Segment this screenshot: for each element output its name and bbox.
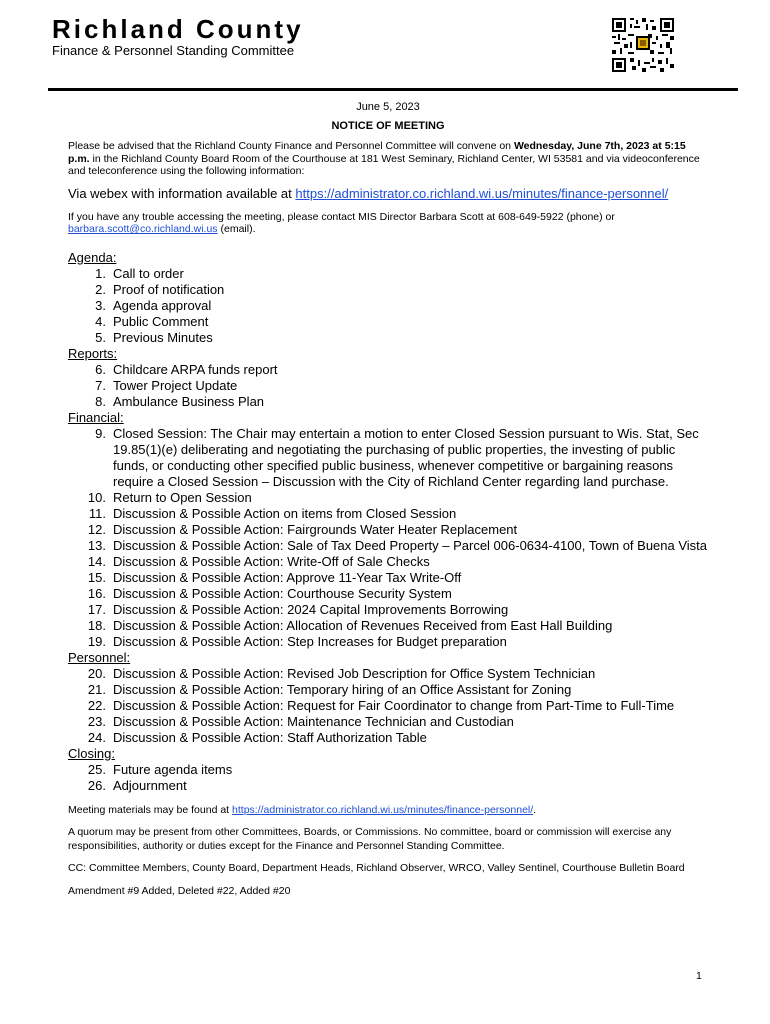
item-text: Return to Open Session <box>113 489 252 505</box>
item-text: Discussion & Possible Action: Courthouse Security System <box>113 585 452 601</box>
item-number: 6. <box>95 361 106 377</box>
section-heading-agenda: Agenda: <box>68 249 117 265</box>
item-text: Discussion & Possible Action: 2024 Capital Improvements Borrowing <box>113 601 509 617</box>
page-number: 1 <box>696 970 702 982</box>
webex-link[interactable]: https://administrator.co.richland.wi.us/minutes/finance-personnel/ <box>295 185 669 201</box>
item-number: 18. <box>87 617 106 633</box>
list-item <box>68 266 708 282</box>
closing-list <box>68 762 708 794</box>
list-item <box>68 618 708 634</box>
item-text: Discussion & Possible Action: Sale of Tax Deed Property – Parcel 006-0634-4100, Town of Buena Vista <box>113 537 708 553</box>
item-number: 19. <box>87 633 106 649</box>
item-number: 22. <box>87 697 106 713</box>
materials-paragraph <box>68 804 708 818</box>
materials-text: Meeting materials may be found at <box>68 803 233 816</box>
item-text: Discussion & Possible Action: Approve 11-Year Tax Write-Off <box>113 569 462 585</box>
notice-title: NOTICE OF MEETING <box>331 120 445 132</box>
item-text: Proof of notification <box>113 281 225 297</box>
list-item <box>68 314 708 330</box>
qr-code-icon[interactable] <box>612 18 674 72</box>
item-number: 20. <box>87 665 106 681</box>
list-item <box>68 362 708 378</box>
webex-text: Via webex with information available at <box>68 185 296 201</box>
materials-link[interactable]: https://administrator.co.richland.wi.us/minutes/finance-personnel/ <box>232 803 534 816</box>
list-item <box>68 506 708 522</box>
amendment-note: Amendment #9 Added, Deleted #22, Added #20 <box>68 884 291 897</box>
personnel-list <box>68 666 708 746</box>
item-number: 11. <box>88 505 106 521</box>
item-number: 21. <box>87 681 106 697</box>
item-number: 2. <box>95 281 106 297</box>
webex-paragraph <box>68 187 708 201</box>
item-text: Call to order <box>113 265 184 281</box>
agenda-list <box>68 266 708 346</box>
list-item <box>68 634 708 650</box>
item-number: 17. <box>87 601 106 617</box>
item-text: Discussion & Possible Action: Maintenance Technician and Custodian <box>113 713 514 729</box>
list-item <box>68 282 708 298</box>
list-item <box>68 490 708 506</box>
item-text: Discussion & Possible Action on items from Closed Session <box>113 505 457 521</box>
materials-period: . <box>533 803 537 816</box>
item-number: 4. <box>95 313 106 329</box>
list-item <box>68 538 708 554</box>
item-number: 1. <box>95 265 106 281</box>
list-item <box>68 378 708 394</box>
item-number: 16. <box>87 585 106 601</box>
notice-date: June 5, 2023 <box>356 101 420 113</box>
financial-list <box>68 426 708 650</box>
list-item <box>68 426 708 490</box>
item-number: 3. <box>95 297 106 313</box>
item-text: Agenda approval <box>113 297 212 313</box>
list-item <box>68 778 708 794</box>
item-text: Discussion & Possible Action: Revised Job Description for Office System Technician <box>113 665 596 681</box>
item-number: 12. <box>87 521 106 537</box>
header-divider <box>48 88 738 91</box>
county-title: Richland County <box>52 14 304 44</box>
trouble-text: If you have any trouble accessing the meeting, please contact MIS Director Barbara Scott at 608-649-5922 (phone) or <box>68 210 615 223</box>
list-item <box>68 698 708 714</box>
item-text: Discussion & Possible Action: Fairgrounds Water Heater Replacement <box>113 521 518 537</box>
intro-location: in the Richland County Board Room of the Courthouse at 181 West Seminary, Richland Center, WI 53581 and via videoconference and teleconference using the following information: <box>68 152 700 177</box>
quorum-paragraph: A quorum may be present from other Committees, Boards, or Commissions. No committee, board or commission will exercise any responsibilities, authority or duties except for the Finance and Personnel Standing Committee. <box>68 826 672 852</box>
item-number: 26. <box>87 777 106 793</box>
item-number: 14. <box>87 553 106 569</box>
item-number: 9. <box>95 425 106 441</box>
item-number: 25. <box>87 761 106 777</box>
email-link[interactable]: barbara.scott@co.richland.wi.us <box>68 223 218 235</box>
item-number: 13. <box>87 537 106 553</box>
list-item <box>68 298 708 314</box>
item-number: 8. <box>95 393 106 409</box>
agenda <box>68 250 708 794</box>
item-text: Previous Minutes <box>113 329 213 345</box>
item-text: Discussion & Possible Action: Write-Off of Sale Checks <box>113 553 430 569</box>
committee-subtitle: Finance & Personnel Standing Committee <box>52 43 295 58</box>
list-item <box>68 586 708 602</box>
item-number: 10. <box>87 489 106 505</box>
item-text: Future agenda items <box>113 761 233 777</box>
cc-paragraph: CC: Committee Members, County Board, Department Heads, Richland Observer, WRCO, Valley Sentinel, Courthouse Bulletin Board <box>68 862 685 874</box>
item-text: Childcare ARPA funds report <box>113 361 278 377</box>
list-item <box>68 602 708 618</box>
list-item <box>68 730 708 746</box>
meeting-notice <box>68 101 708 898</box>
trouble-paragraph <box>68 211 708 236</box>
item-number: 24. <box>87 729 106 745</box>
list-item <box>68 714 708 730</box>
item-text: Tower Project Update <box>113 377 238 393</box>
list-item <box>68 522 708 538</box>
item-text: Discussion & Possible Action: Step Increases for Budget preparation <box>113 633 507 649</box>
item-text: Public Comment <box>113 313 209 329</box>
item-number: 23. <box>87 713 106 729</box>
section-heading-closing: Closing: <box>68 745 115 761</box>
list-item <box>68 554 708 570</box>
intro-text: Please be advised that the Richland County Finance and Personnel Committee will convene on <box>68 140 514 152</box>
item-text: Adjournment <box>113 777 187 793</box>
section-heading-reports: Reports: <box>68 345 118 361</box>
list-item <box>68 394 708 410</box>
item-number: 15. <box>87 569 106 585</box>
intro-paragraph <box>68 140 708 178</box>
list-item <box>68 666 708 682</box>
item-text: Discussion & Possible Action: Temporary hiring of an Office Assistant for Zoning <box>113 681 572 697</box>
item-text: Closed Session: The Chair may entertain a motion to enter Closed Session pursuant to Wis. Stat, Sec 19.85(1)(e) deliberating and negotiating the purchasing of public properties, the investing of public funds, or conducting other specified public business, whenever competitive or bargaining reasons require a Closed Session – Discussion with the City of Richland Center regarding land purchase. <box>113 425 699 489</box>
list-item <box>68 330 708 346</box>
list-item <box>68 570 708 586</box>
reports-list <box>68 362 708 410</box>
list-item <box>68 682 708 698</box>
item-text: Discussion & Possible Action: Allocation of Revenues Received from East Hall Building <box>113 617 613 633</box>
list-item <box>68 762 708 778</box>
meeting-datetime: Wednesday, June 7th, 2023 at 5:15 p.m. <box>68 140 686 165</box>
item-text: Ambulance Business Plan <box>113 393 265 409</box>
item-text: Discussion & Possible Action: Staff Authorization Table <box>113 729 427 745</box>
section-heading-financial: Financial: <box>68 409 124 425</box>
item-text: Discussion & Possible Action: Request for Fair Coordinator to change from Part-Time to Full-Time <box>113 697 675 713</box>
item-number: 5. <box>95 329 106 345</box>
section-heading-personnel: Personnel: <box>68 649 131 665</box>
item-number: 7. <box>95 377 106 393</box>
trouble-text-end: (email). <box>217 223 256 235</box>
